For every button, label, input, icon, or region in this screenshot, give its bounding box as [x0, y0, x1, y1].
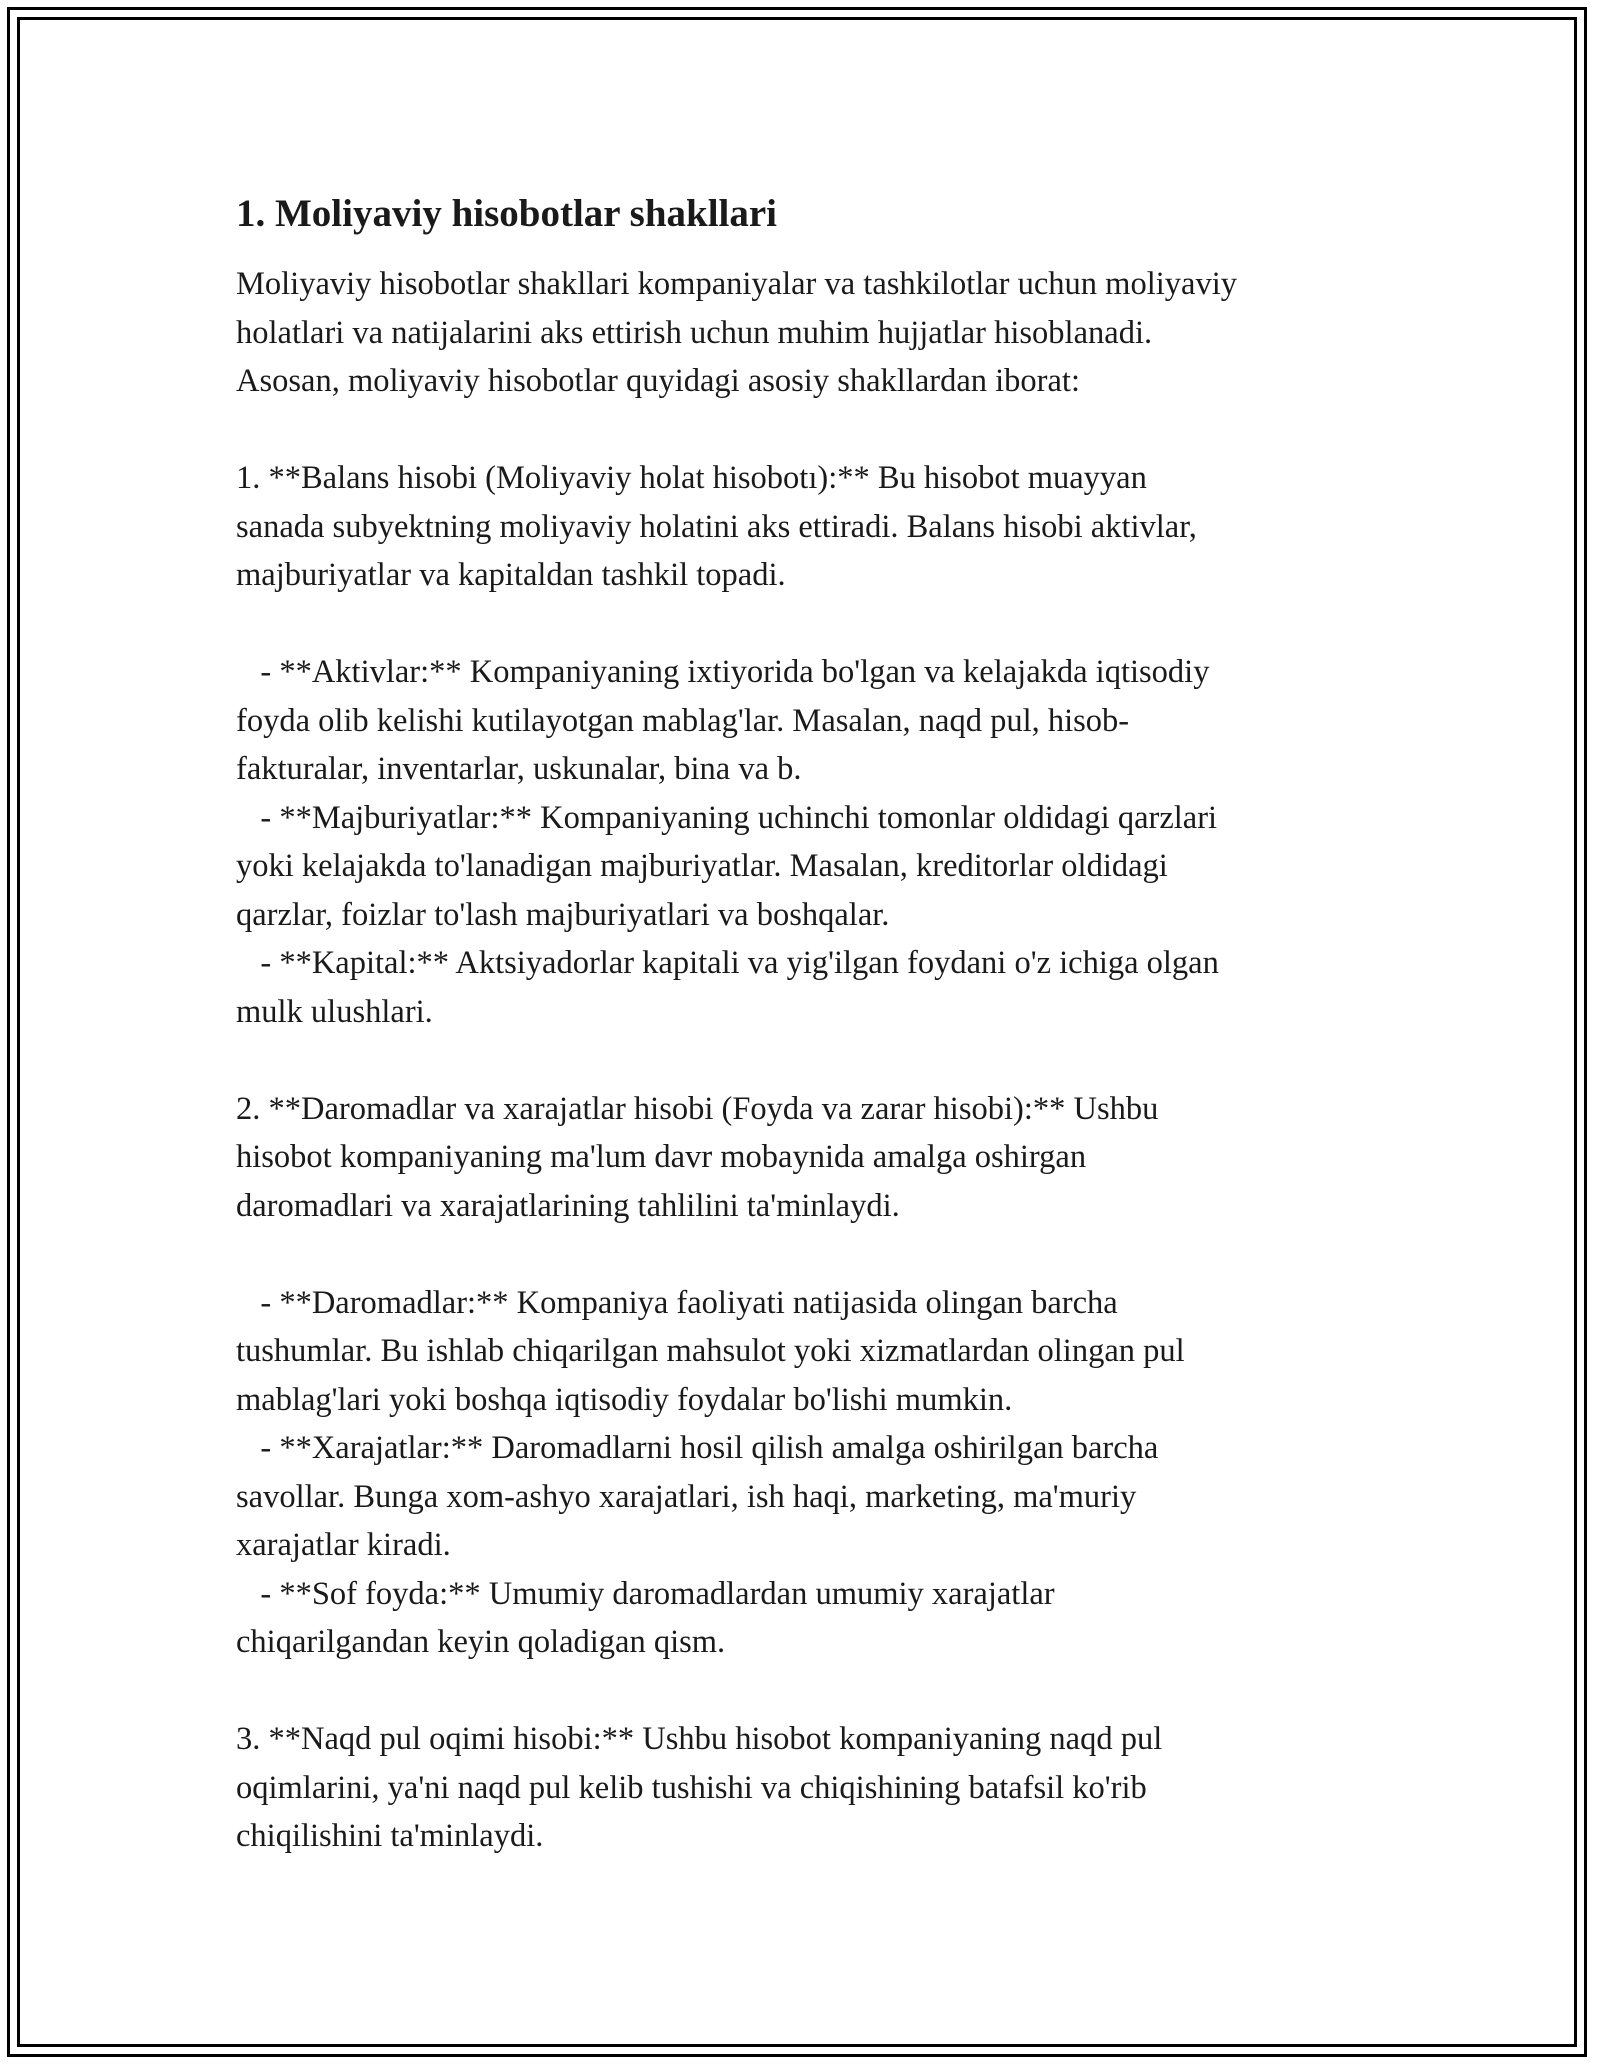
- document-content: [236, 188, 1366, 1861]
- section-heading: 1. Moliyaviy hisobotlar shakllari: [236, 192, 778, 235]
- document-body-text: Moliyaviy hisobotlar shakllari kompaniyalar va tashkilotlar uchun moliyaviy holatlari va natijalarini aks ettirish uchun muhim hujjatlar hisoblanadi. Asosan, moliyaviy hisobotlar quyidagi asosiy shakllardan iborat: 1. **Balans hisobi (Moliyaviy holat hisobotı):** Bu hisobot muayyan sanada subyektning moliyaviy holatini aks ettiradi. Balans hisobi aktivlar, majburiyatlar va kapitaldan tashkil topadi. - **Aktivlar:** Kompaniyaning ixtiyorida bo'lgan va kelajakda iqtisodiy foyda olib kelishi kutilayotgan mablag'lar. Masalan, naqd pul, hisob- fakturalar, inventarlar, uskunalar, bina va b. - **Majburiyatlar:** Kompaniyaning uchinchi tomonlar oldidagi qarzlari yoki kelajakda to'lanadigan majburiyatlar. Masalan, kreditorlar oldidagi qarzlar, foizlar to'lash majburiyatlari va boshqalar. - **Kapital:** Aktsiyadorlar kapitali va yig'ilgan foydani o'z ichiga olgan mulk ulushlari. 2. **Daromadlar va xarajatlar hisobi (Foyda va zarar hisobi):** Ushbu hisobot kompaniyaning ma'lum davr mobaynida amalga oshirgan daromadlari va xarajatlarining tahlilini ta'minlaydi. - **Daromadlar:** Kompaniya faoliyati natijasida olingan barcha tushumlar. Bu ishlab chiqarilgan mahsulot yoki xizmatlardan olingan pul mablag'lari yoki boshqa iqtisodiy foydalar bo'lishi mumkin. - **Xarajatlar:** Daromadlarni hosil qilish amalga oshirilgan barcha savollar. Bunga xom-ashyo xarajatlari, ish haqi, marketing, ma'muriy xarajatlar kiradi. - **Sof foyda:** Umumiy daromadlardan umumiy xarajatlar chiqarilgandan keyin qoladigan qism. 3. **Naqd pul oqimi hisobi:** Ushbu hisobot kompaniyaning naqd pul oqimlarini, ya'ni naqd pul kelib tushishi va chiqishining batafsil ko'rib chiqilishini ta'minlaydi.: [236, 266, 1237, 1854]
